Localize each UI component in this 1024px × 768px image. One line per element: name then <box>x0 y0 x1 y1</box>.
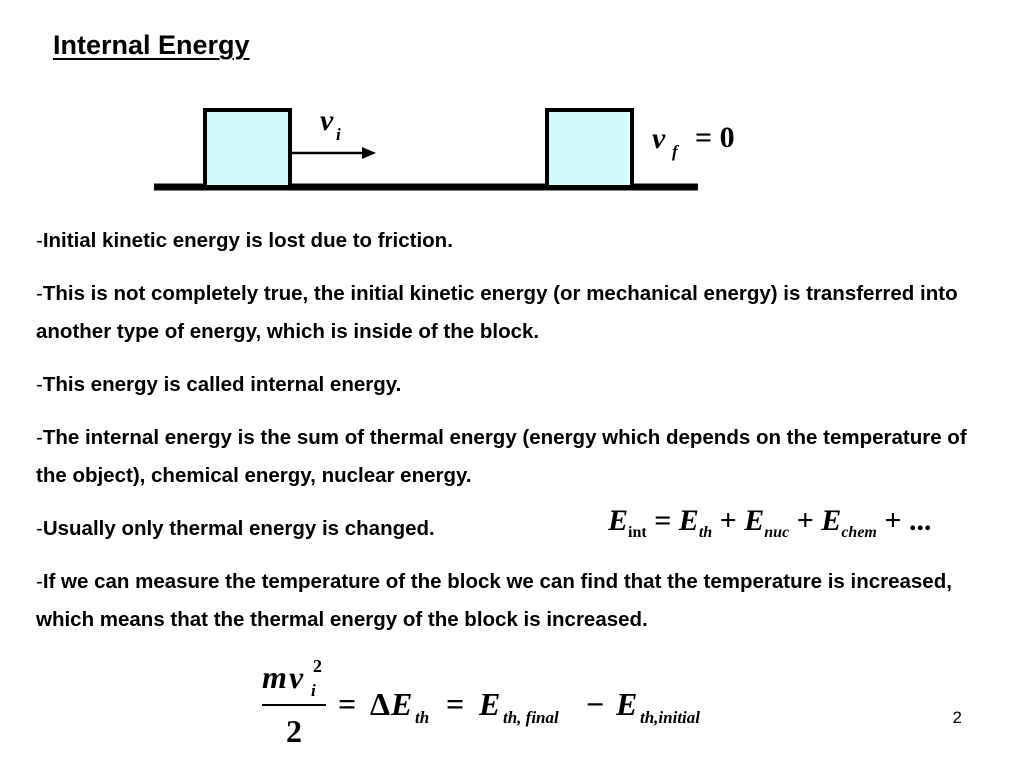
eq-plus-ellipsis: + ... <box>876 504 932 537</box>
bullet-item <box>36 563 966 639</box>
energy-conservation-equation <box>258 652 738 752</box>
bullet-item <box>36 222 981 260</box>
bullet-text: This is not completely true, the initial kinetic energy (or mechanical energy) is transferred into another type of energy, which is inside of the block. <box>36 282 958 343</box>
eq-delta: Δ <box>370 686 391 722</box>
bullet-dash: - <box>36 229 43 252</box>
eq-sub-chem: chem <box>841 524 877 541</box>
slide-title: Internal Energy <box>53 30 250 60</box>
final-velocity-symbol: v <box>652 122 666 155</box>
final-velocity-value: = 0 <box>695 121 735 154</box>
eq-equals: = <box>338 686 357 722</box>
eq-plus: + <box>789 504 822 537</box>
velocity-arrow-head <box>362 147 376 159</box>
eq-equals: = <box>446 686 465 722</box>
bullet-dash: - <box>36 282 43 305</box>
bullet-text: If we can measure the temperature of the block we can find that the temperature is increased, which means that the thermal energy of the block is increased. <box>36 570 952 631</box>
eq-symbol-E: E <box>678 504 699 537</box>
bullet-text: This energy is called internal energy. <box>42 373 402 396</box>
eq-plus: + <box>712 504 745 537</box>
bullet-text: Usually only thermal energy is changed. <box>42 517 435 540</box>
eq-symbol-E: E <box>391 686 413 722</box>
eq-numerator-v: v <box>289 659 304 695</box>
eq-sub-nuc: nuc <box>764 524 790 541</box>
eq-symbol-E: E <box>479 686 501 722</box>
bullet-list <box>36 222 981 654</box>
initial-velocity-symbol: v <box>320 104 334 137</box>
eq-sub-th: th <box>698 524 713 541</box>
bullet-dash: - <box>36 517 43 540</box>
eq-symbol-E: E <box>744 504 765 537</box>
page-number: 2 <box>952 708 962 727</box>
eq-sub-th: th <box>415 708 430 727</box>
eq-sub-th-final: th, final <box>503 708 559 727</box>
bullet-dash: - <box>36 426 43 449</box>
eq-numerator-sub: i <box>311 681 316 700</box>
bullet-item <box>36 366 981 404</box>
bullet-item <box>36 275 981 351</box>
final-block <box>547 110 632 187</box>
eq-numerator-m: m <box>262 659 287 695</box>
initial-velocity-subscript: i <box>336 125 341 144</box>
eq-symbol-E: E <box>608 504 629 537</box>
bullet-item <box>36 419 981 495</box>
eq-sub-int: int <box>628 524 647 541</box>
eq-numerator-sup: 2 <box>313 656 322 676</box>
initial-block <box>205 110 290 187</box>
eq-equals: = <box>646 504 679 537</box>
final-velocity-subscript: f <box>672 142 678 161</box>
eq-symbol-E: E <box>616 686 638 722</box>
eq-minus: − <box>586 686 605 722</box>
eq-symbol-E: E <box>821 504 842 537</box>
bullet-text: Initial kinetic energy is lost due to friction. <box>42 229 453 252</box>
bullet-dash: - <box>36 373 43 396</box>
eq-denominator: 2 <box>286 713 302 749</box>
internal-energy-equation <box>608 504 931 542</box>
bullet-text: The internal energy is the sum of thermal energy (energy which depends on the temperature of the object), chemical energy, nuclear energy. <box>36 426 967 487</box>
eq-sub-th-initial: th,initial <box>640 708 700 727</box>
bullet-dash: - <box>36 570 43 593</box>
sliding-block-diagram <box>150 100 770 200</box>
